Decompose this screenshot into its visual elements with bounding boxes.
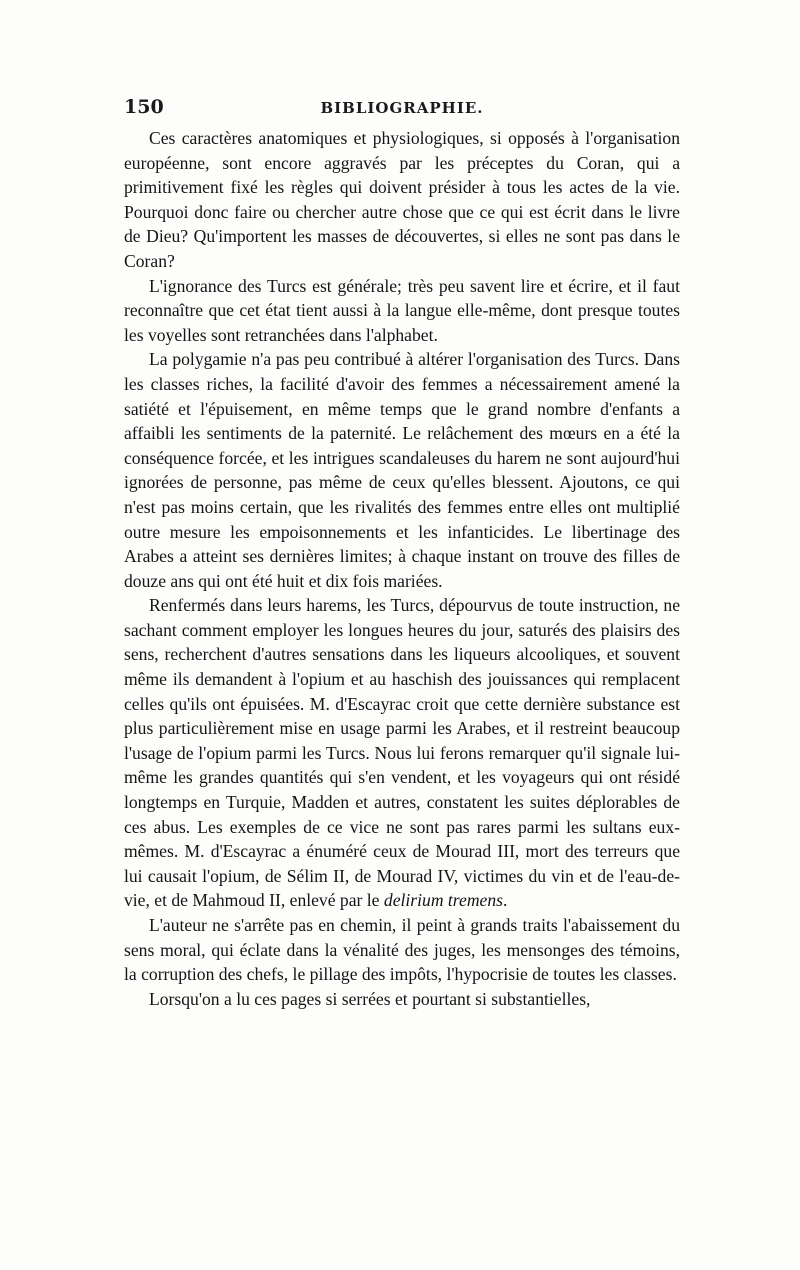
paragraph-harems-end: . (502, 890, 508, 911)
paragraph-harems (124, 593, 680, 913)
paragraph-anatomy: Ces caractères anatomiques et physiologiques, si opposés à l'organisation européenne, sont encore aggravés par les préceptes du Coran, qui a primitivement fixé les règles qui doivent présider à tous les actes de la vie. Pourquoi donc faire ou chercher autre chose que ce qui est écrit dans le livre de Dieu? Qu'importent les masses de découvertes, si elles ne sont pas dans le Coran? (124, 128, 680, 271)
page-header (124, 96, 680, 122)
paragraph-ignorance: L'ignorance des Turcs est générale; très peu savent lire et écrire, et il faut reconnaître que cet état tient aussi à la langue elle-même, dont presque toutes les voyelles sont retranchées dans l'alphabet. (124, 275, 680, 345)
page-number: 150 (124, 96, 164, 118)
paragraph-conclusion: Lorsqu'on a lu ces pages si serrées et pourtant si substantielles, (149, 988, 591, 1009)
paragraph-polygamy: La polygamie n'a pas peu contribué à altérer l'organisation des Turcs. Dans les classes riches, la facilité d'avoir des femmes a nécessairement amené la satiété et l'épuisement, en même temps que le grand nombre d'enfants a affaibli les sentiments de la paternité. Le relâchement des mœurs en a été la conséquence forcée, et les intrigues scandaleuses du harem ne sont aujourd'hui ignorées de personne, pas même de ceux qu'elles blessent. Ajoutons, ce qui n'est pas moins certain, que les rivalités des femmes entre elles ont multiplié outre mesure les empoisonnements et les infanticides. Le libertinage des Arabes a atteint ses dernières limites; à chaque instant on trouve des filles de douze ans qui ont été huit et dix fois mariées. (124, 349, 680, 591)
running-title: BIBLIOGRAPHIE. (320, 99, 484, 117)
paragraph-morality: L'auteur ne s'arrête pas en chemin, il peint à grands traits l'abaissement du sens moral, qui éclate dans la vénalité des juges, les mensonges des témoins, la corruption des chefs, le pillage des impôts, l'hypocrisie de toutes les classes. (124, 915, 680, 985)
delirium-tremens-term: delirium tremens (383, 890, 503, 911)
body-text (124, 126, 680, 1011)
paragraph-harems-text: Renfermés dans leurs harems, les Turcs, dépourvus de toute instruction, ne sachant comment employer les longues heures du jour, saturés des plaisirs des sens, recherchent d'autres sensations dans les liqueurs alcooliques, et souvent même ils demandent à l'opium et au haschish des jouissances qui remplacent celles qu'ils ont épuisées. M. d'Escayrac croit que cette dernière substance est plus particulièrement mise en usage parmi les Arabes, et il restreint beaucoup l'usage de l'opium parmi les Turcs. Nous lui ferons remarquer qu'il signale lui-même les grandes quantités qui s'en vendent, et les voyageurs qui ont résidé longtemps en Turquie, Madden et autres, constatent les suites déplorables de ces abus. Les exemples de ce vice ne sont pas rares parmi les sultans eux-mêmes. M. d'Escayrac a énuméré ceux de Mourad III, mort des terreurs que lui causait l'opium, de Sélim II, de Mourad IV, victimes du vin et de l'eau-de-vie, et de Mahmoud II, enlevé par le (124, 595, 680, 911)
